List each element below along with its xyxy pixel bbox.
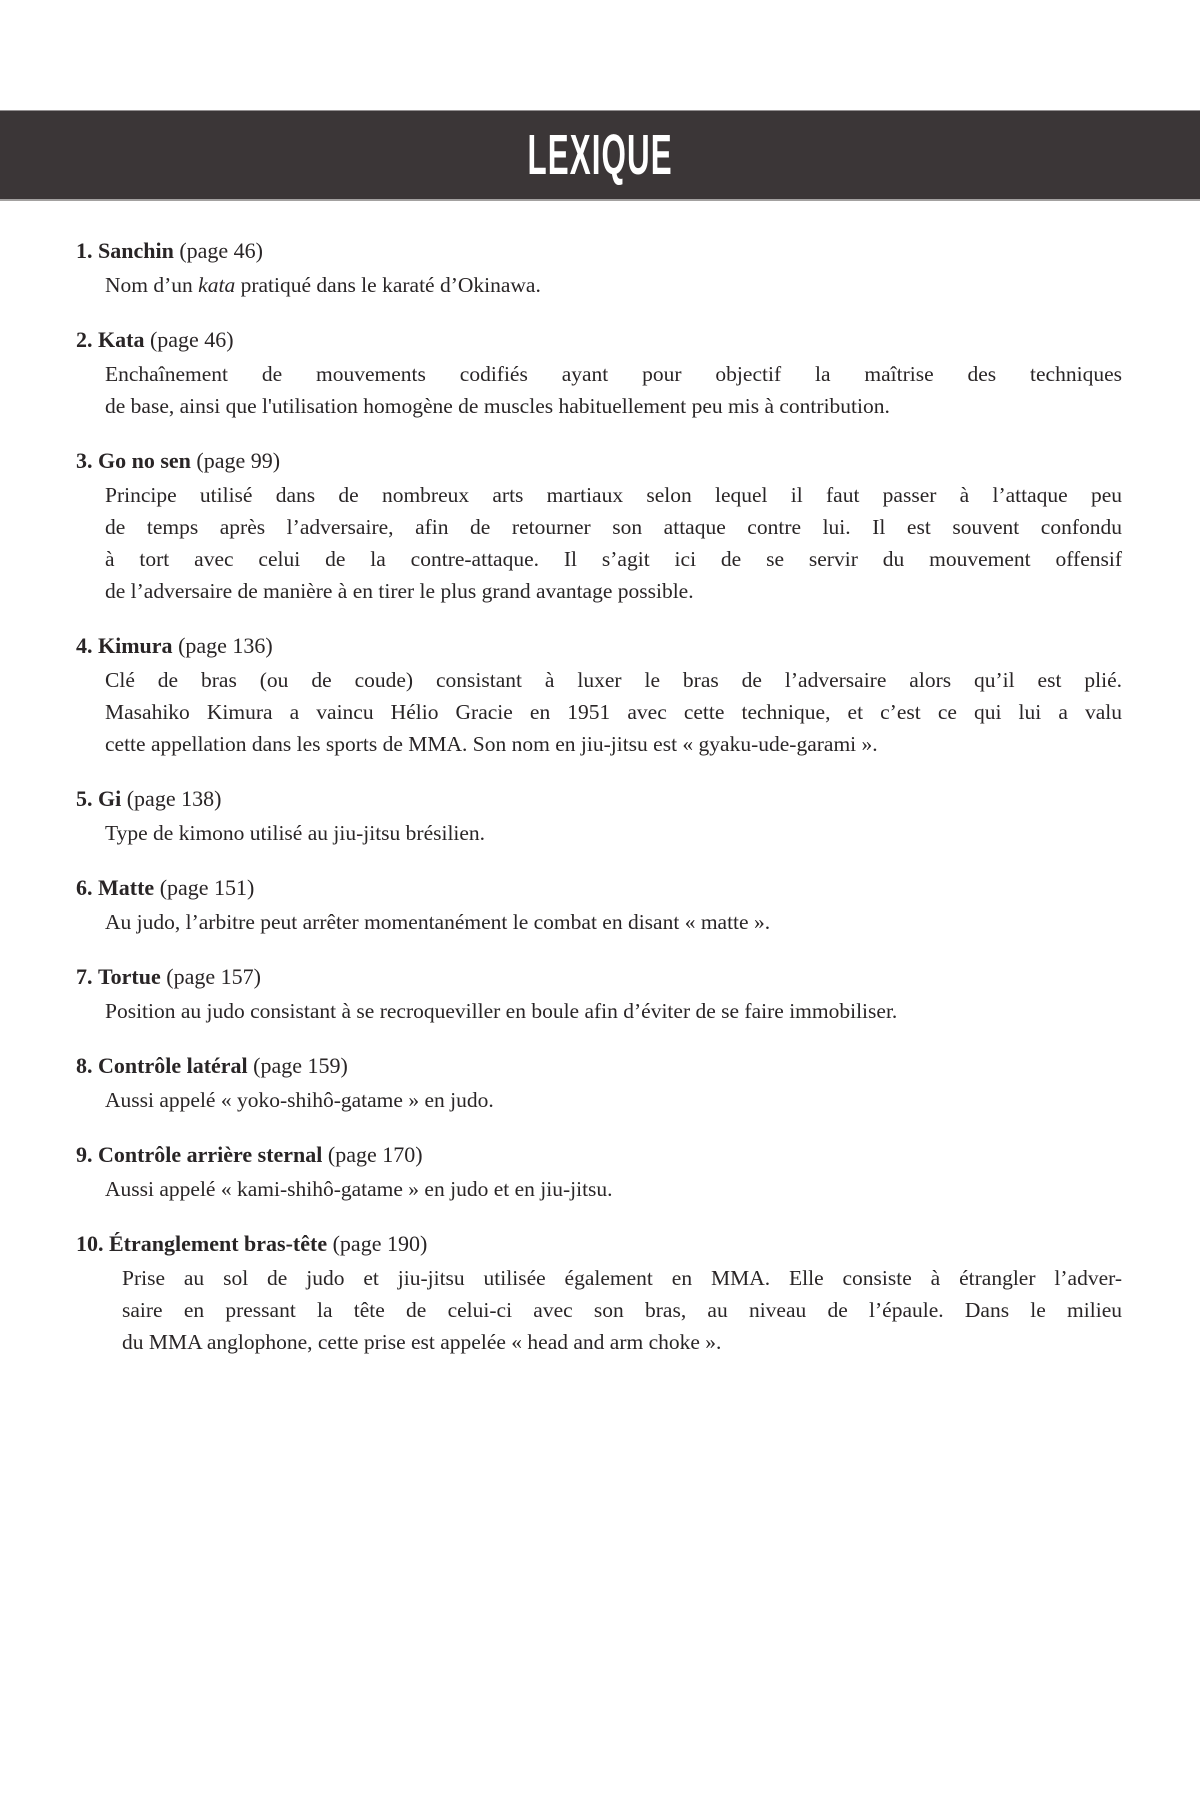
lexicon-entry bbox=[76, 1049, 1122, 1116]
entry-definition bbox=[105, 817, 1122, 849]
entry-page-ref: (page 151) bbox=[159, 875, 255, 900]
entry-term-line bbox=[76, 629, 1122, 663]
definition-line bbox=[105, 728, 1122, 760]
entry-definition bbox=[105, 479, 1122, 607]
definition-line bbox=[105, 664, 1122, 696]
entry-term: Go no sen bbox=[98, 448, 191, 473]
entry-definition bbox=[122, 1262, 1122, 1358]
entry-definition bbox=[105, 1173, 1122, 1205]
entry-term: Contrôle latéral bbox=[98, 1053, 248, 1078]
text-segment: Clé de bras (ou de coude) consistant à luxer le bras de l’adversaire alors qu’il est plié. bbox=[105, 668, 1122, 692]
text-segment: Aussi appelé « kami-shihô-gatame » en judo et en jiu-jitsu. bbox=[105, 1177, 613, 1201]
entry-number: 8. bbox=[76, 1053, 93, 1078]
entry-page-ref: (page 136) bbox=[178, 633, 273, 658]
lexicon-entry bbox=[76, 323, 1122, 422]
entry-number: 4. bbox=[76, 633, 93, 658]
entry-number: 1. bbox=[76, 238, 93, 263]
text-segment: de base, ainsi que l'utilisation homogène de muscles habituellement peu mis à contribution. bbox=[105, 394, 890, 418]
entry-number: 7. bbox=[76, 964, 93, 989]
entry-definition bbox=[105, 664, 1122, 760]
entry-number: 3. bbox=[76, 448, 93, 473]
text-segment: de l’adversaire de manière à en tirer le plus grand avantage possible. bbox=[105, 579, 694, 603]
entry-term: Tortue bbox=[98, 964, 161, 989]
lexicon-entry bbox=[76, 629, 1122, 760]
italic-text: kata bbox=[198, 273, 236, 297]
definition-line bbox=[105, 1084, 1122, 1116]
text-segment: Aussi appelé « yoko-shihô-gatame » en judo. bbox=[105, 1088, 494, 1112]
entry-term-line bbox=[76, 782, 1122, 816]
text-segment: de temps après l’adversaire, afin de retourner son attaque contre lui. Il est souvent confondu bbox=[105, 515, 1122, 539]
definition-line bbox=[105, 995, 1122, 1027]
entry-term: Kimura bbox=[98, 633, 173, 658]
definition-line bbox=[105, 269, 1122, 301]
entry-term: Gi bbox=[98, 786, 122, 811]
entry-term-line bbox=[76, 1049, 1122, 1083]
entry-page-ref: (page 170) bbox=[327, 1142, 423, 1167]
lexicon-entry bbox=[76, 960, 1122, 1027]
definition-line bbox=[105, 575, 1122, 607]
text-segment: pratiqué dans le karaté d’Okinawa. bbox=[235, 273, 541, 297]
text-segment: du MMA anglophone, cette prise est appelée « head and arm choke ». bbox=[122, 1330, 722, 1354]
entry-term-line bbox=[76, 960, 1122, 994]
entry-page-ref: (page 159) bbox=[253, 1053, 348, 1078]
entry-term-line bbox=[76, 1227, 1122, 1261]
definition-line bbox=[105, 906, 1122, 938]
entry-page-ref: (page 190) bbox=[332, 1231, 428, 1256]
entry-page-ref: (page 99) bbox=[196, 448, 281, 473]
text-segment: Au judo, l’arbitre peut arrêter momentanément le combat en disant « matte ». bbox=[105, 910, 771, 934]
definition-line bbox=[122, 1294, 1122, 1326]
entry-number: 9. bbox=[76, 1142, 93, 1167]
lexicon-entry bbox=[76, 782, 1122, 849]
entry-term-line bbox=[76, 1138, 1122, 1172]
entry-term: Kata bbox=[98, 327, 145, 352]
entry-page-ref: (page 46) bbox=[149, 327, 234, 352]
definition-line bbox=[105, 479, 1122, 511]
text-segment: Principe utilisé dans de nombreux arts martiaux selon lequel il faut passer à l’attaque peu bbox=[105, 483, 1122, 507]
lexicon-entry bbox=[76, 444, 1122, 607]
text-segment: Masahiko Kimura a vaincu Hélio Gracie en 1951 avec cette technique, et c’est ce qui lui a valu bbox=[105, 700, 1122, 724]
entry-term-line bbox=[76, 323, 1122, 357]
section-title: LEXIQUE bbox=[527, 122, 673, 187]
lexicon-entry bbox=[76, 1227, 1122, 1358]
definition-line bbox=[105, 511, 1122, 543]
text-segment: à tort avec celui de la contre-attaque. Il s’agit ici de se servir du mouvement offensif bbox=[105, 547, 1122, 571]
text-segment: Position au judo consistant à se recroqueviller en boule afin d’éviter de se faire immobiliser. bbox=[105, 999, 898, 1023]
entry-definition bbox=[105, 1084, 1122, 1116]
text-segment: cette appellation dans les sports de MMA. Son nom en jiu-jitsu est « gyaku-ude-garami ». bbox=[105, 732, 878, 756]
entry-definition bbox=[105, 995, 1122, 1027]
entry-definition bbox=[105, 906, 1122, 938]
entry-definition bbox=[105, 269, 1122, 301]
entry-term: Contrôle arrière sternal bbox=[98, 1142, 323, 1167]
lexicon-entry bbox=[76, 234, 1122, 301]
definition-line bbox=[122, 1326, 1122, 1358]
entry-definition bbox=[105, 358, 1122, 422]
text-segment: Prise au sol de judo et jiu-jitsu utilisée également en MMA. Elle consiste à étrangler l’adver- bbox=[122, 1266, 1122, 1290]
entry-number: 6. bbox=[76, 875, 93, 900]
entry-number: 5. bbox=[76, 786, 93, 811]
lexicon-entry bbox=[76, 871, 1122, 938]
section-header-bar bbox=[0, 110, 1200, 201]
definition-line bbox=[105, 358, 1122, 390]
text-segment: Type de kimono utilisé au jiu-jitsu brésilien. bbox=[105, 821, 486, 845]
entry-page-ref: (page 138) bbox=[126, 786, 222, 811]
entry-number: 2. bbox=[76, 327, 93, 352]
definition-line bbox=[105, 543, 1122, 575]
definition-line bbox=[105, 817, 1122, 849]
definition-line bbox=[105, 696, 1122, 728]
definition-line bbox=[105, 1173, 1122, 1205]
entry-term-line bbox=[76, 444, 1122, 478]
text-segment: Nom d’un bbox=[105, 273, 199, 297]
entry-page-ref: (page 46) bbox=[179, 238, 264, 263]
entry-term: Matte bbox=[98, 875, 155, 900]
text-segment: Enchaînement de mouvements codifiés ayant pour objectif la maîtrise des techniques bbox=[105, 362, 1122, 386]
definition-line bbox=[122, 1262, 1122, 1294]
entry-number: 10. bbox=[76, 1231, 104, 1256]
entry-term-line bbox=[76, 234, 1122, 268]
entry-term: Étranglement bras-tête bbox=[109, 1231, 328, 1256]
entry-term: Sanchin bbox=[98, 238, 174, 263]
text-segment: saire en pressant la tête de celui-ci avec son bras, au niveau de l’épaule. Dans le milieu bbox=[122, 1298, 1122, 1322]
definition-line bbox=[105, 390, 1122, 422]
entry-term-line bbox=[76, 871, 1122, 905]
lexicon-entries bbox=[0, 201, 1200, 1380]
lexicon-entry bbox=[76, 1138, 1122, 1205]
entry-page-ref: (page 157) bbox=[166, 964, 261, 989]
